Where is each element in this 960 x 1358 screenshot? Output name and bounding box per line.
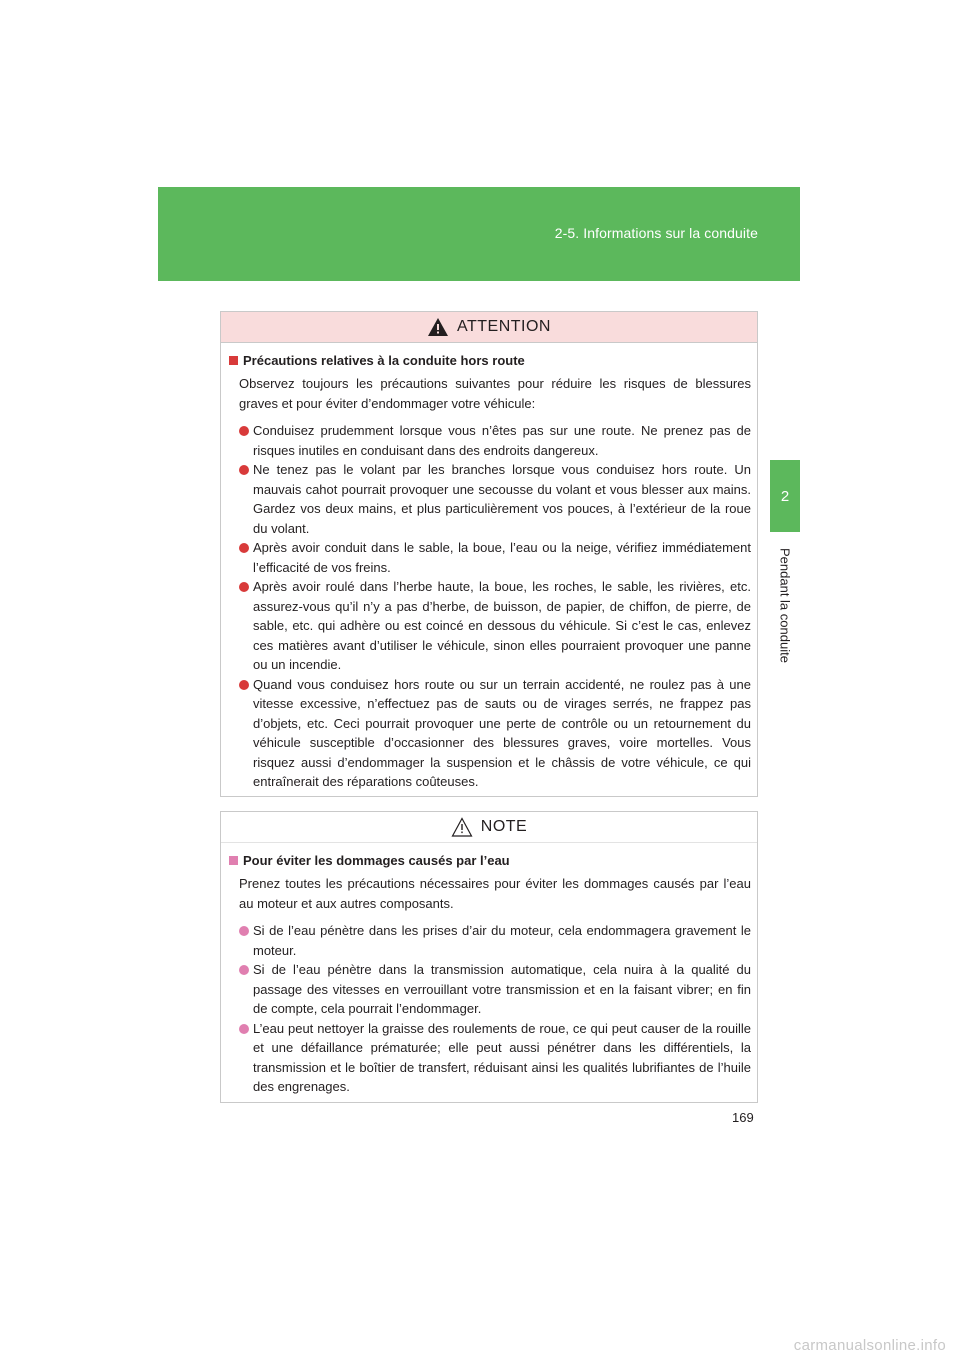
bullet-dot-icon xyxy=(239,582,249,592)
note-heading: NOTE xyxy=(480,818,528,835)
note-header xyxy=(221,812,757,843)
bullet-dot-icon xyxy=(239,426,249,436)
watermark-link[interactable]: carmanualsonline.info xyxy=(793,1337,946,1354)
attention-panel xyxy=(220,311,758,797)
bullet-dot-icon xyxy=(239,926,249,936)
list-item: Si de l’eau pénètre dans la transmission automatique, cela nuira à la qualité du passage des vitesses en verrouillant votre transmission et en la faisant vibrer; en fin de compte, cela pourrait l’endommager. xyxy=(239,960,751,1019)
list-item: Quand vous conduisez hors route ou sur un terrain accidenté, ne roulez pas à une vitesse excessive, n’effectuez pas de sauts ou de virages serrés, ne frappez pas d’objets, etc. Ceci pourrait provoquer une perte de contrôle ou un retournement du véhicule susceptible d’occasionner des blessures graves, voire mortelles. Vous risquez aussi d’endommager la suspension et le châssis de votre véhicule, ce qui entraînerait des réparations coûteuses. xyxy=(239,675,751,792)
list-item: Après avoir conduit dans le sable, la boue, l’eau ou la neige, vérifiez immédiatement l’efficacité de vos freins. xyxy=(239,538,751,577)
attention-bullet-list xyxy=(229,421,751,792)
list-item: Conduisez prudemment lorsque vous n’êtes pas sur une route. Ne prenez pas de risques inutiles en conduisant dans des endroits dangereux. xyxy=(239,421,751,460)
note-intro: Prenez toutes les précautions nécessaires pour éviter les dommages causés par l’eau au moteur et aux autres composants. xyxy=(239,876,751,911)
note-bullet-list xyxy=(229,921,751,1097)
attention-section-title: Précautions relatives à la conduite hors route xyxy=(229,353,751,368)
bullet-dot-icon xyxy=(239,465,249,475)
header-band xyxy=(158,187,800,281)
page-number: 169 xyxy=(732,1110,754,1125)
attention-header xyxy=(221,312,757,343)
bullet-dot-icon xyxy=(239,1024,249,1034)
warning-triangle-icon xyxy=(427,317,449,337)
square-bullet-icon xyxy=(229,356,238,365)
list-item: L’eau peut nettoyer la graisse des roulements de roue, ce qui peut causer de la rouille et une défaillance prématurée; elle peut aussi pénétrer dans les différentiels, la transmission et le boîtier de transfert, réduisant ainsi les qualités lubrifiantes de l’huile des engrenages. xyxy=(239,1019,751,1097)
note-panel xyxy=(220,811,758,1103)
bullet-dot-icon xyxy=(239,965,249,975)
attention-intro: Observez toujours les précautions suivantes pour réduire les risques de blessures graves et pour éviter d’endommager votre véhicule: xyxy=(239,376,751,411)
attention-heading: ATTENTION xyxy=(457,318,551,335)
list-item: Après avoir roulé dans l’herbe haute, la boue, les roches, le sable, les rivières, etc. assurez-vous qu’il n’y a pas d’herbe, de buisson, de papier, de chiffon, de pierre, de sable, etc. qui adhère ou est coincé en dessous du véhicule. Si c’est le cas, enlevez ces matières avant d’utiliser le véhicule, sinon elles pourraient provoquer une panne ou un incendie. xyxy=(239,577,751,675)
bullet-dot-icon xyxy=(239,680,249,690)
warning-triangle-outline-icon xyxy=(451,817,473,837)
list-item: Si de l’eau pénètre dans les prises d’air du moteur, cela endommagera gravement le moteur. xyxy=(239,921,751,960)
square-bullet-icon xyxy=(229,856,238,865)
chapter-tab: 2 xyxy=(770,460,800,532)
chapter-label: Pendant la conduite xyxy=(777,548,793,663)
bullet-dot-icon xyxy=(239,543,249,553)
section-breadcrumb: 2-5. Informations sur la conduite xyxy=(554,225,758,241)
list-item: Ne tenez pas le volant par les branches lorsque vous conduisez hors route. Un mauvais cahot pourrait provoquer une secousse du volant et vous blesser aux mains. Gardez vos deux mains, et plus particulièrement vos pouces, à l’extérieur de la roue du volant. xyxy=(239,460,751,538)
note-section-title: Pour éviter les dommages causés par l’eau xyxy=(229,853,751,868)
